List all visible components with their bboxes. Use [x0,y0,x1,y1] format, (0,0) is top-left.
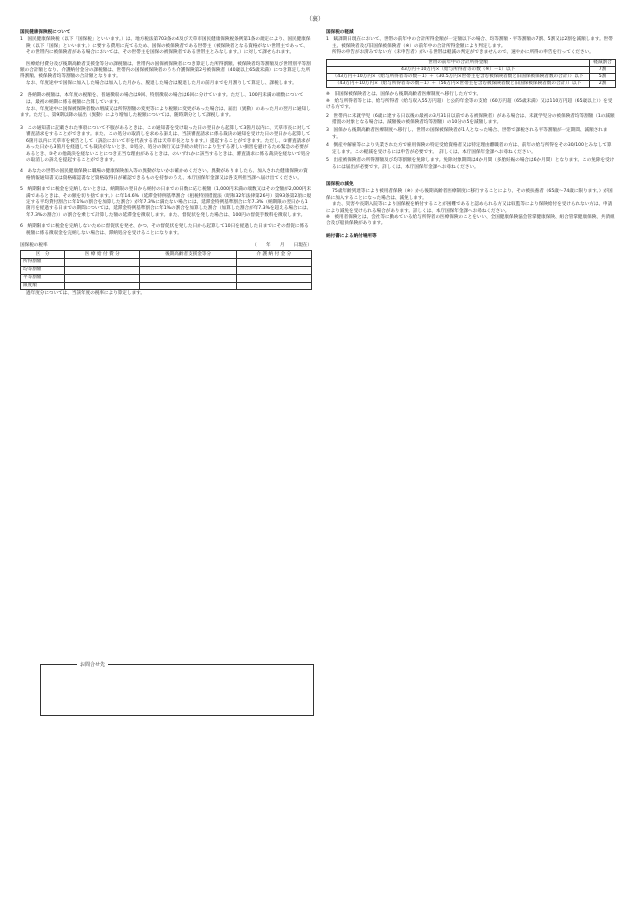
page-mark: （裏） [305,16,324,23]
reduction-note-1: ※ 旧国保被保険者とは、国保から後期高齢者医療制度へ移行した方です。 [326,92,482,98]
tax-item-4: 4 あなたの世帯の国民健康保険に職場の健康保険加入等の異動がないかお確かめください。異動がありましたら、加入された健康保険の資格情報通知書又は資格確認書など資格取得日が確認できるものを持参のうえ、本庁国保年金課又は各支所担当課へ届け出てください。 [20,169,308,181]
rate-row-label: 限度額 [21,282,65,290]
tax-item-1: 1 国民健康保険税（以下「国保税」といいます。）は、地方税法第703条の4及び天草市国民健康保険税条例第1条の規定により、国民健康保険（以下「国保」といいます。）に要する費用に充てるため、国保の被保険者である世帯主（被保険者となる資格がない世帯主であって、その世帯内に被保険者がある場合においては、その世帯主を国保の被保険者である世帯主とみなします。）に対して課せられます。 [20,37,311,56]
reduction-income: （43万円＋10万円×（給与所得者等の数－1）＋（56万円×世帯主を含む被保険者数と旧国保被保険者数の合計））以下 [327,81,590,88]
reduction-item-1-sub: 所得の申告がお済みでない方（未申告者）がいる世帯は軽減の判定ができませんので、速やかに所得の申告を行ってください。 [332,50,594,56]
tax-item-3: 3 この通知書に記載された事項について不服があるときは、この通知書を受け取った日の翌日から起算して3箇月以内に、天草市長に対して審査請求をすることができます。また、この処分の取消しを求める訴えは、当該審査請求に係る裁決の通知を受けた日の翌日から起算して6箇月以内に天草市を被告として（訴訟において市を代表する者は天草市長となります。）提起することができます。ただし、①審査請求があった日から3箇月を経過しても裁決がないとき、②処分、処分の執行又は手続の続行により生ずる著しい損害を避けるため緊急の必要があるとき、③その他裁決を経ないことにつき正当な理由があるときは、のいずれかに該当するときは、審査請求に係る裁決を経ないで処分の取消しの訴えを提起することができます。 [20,125,311,163]
right-column [326,30,616,241]
rate-title: 国保税の税率 [20,242,48,248]
rate-row-label: 所得割額 [21,259,65,267]
reduction-item-2: 2 世帯内に未就学児（6歳に達する日以後の最初の3月31日以前である被保険者）がある場合は、未就学児分の被保険者均等割額（1の減額措置の対象となる場合は、減額後の被保険者均等割額）の10分の5を減額します。 [326,113,615,126]
exemption-para-1: 75歳年齢到達等により被用者保険（※）から後期高齢者医療制度に移行することにより、その被扶養者（65歳～74歳に限ります。）が国保に加入することになった場合は、減免します。 [326,189,613,201]
left-column [20,30,312,298]
rate-title-row [20,243,312,249]
table-row [21,266,312,274]
rate-row-label: 均等割額 [21,266,65,274]
reduction-header-rate: 軽減割合 [590,59,616,66]
reduction-header-income: 世帯の前年中の合計所得金額 [327,59,590,66]
contact-label: お問合せ先 [77,661,108,668]
tax-item-6: 6 納期限までに税金を完納しないために督促状を発せ、かつ、その督促状を発した日から起算して10日を経過した日までにその督促に係る税額に係る徴収金を完納しない場合は、滞納処分を受けることになります。 [20,224,309,236]
table-row [21,259,312,267]
rate-header-care: 介 護 納 付 金 分 [236,251,311,259]
tax-item-5: 5 納期限までに税金を完納しないときは、納期限の翌日から納付の日までの日数に応じ税額（1,000円未満の端数又はその全額が2,000円未満であるときは、その額を切り捨てます。）に年14.6%（延滞金特例基準割合（租税特別措置法（昭和32年法律第26号）第93条第2項に規定する平均貸付割合に年1%の割合を加算した割合）が年7.3%に満たない場合には、延滞金特例基準割合に年7.3%（納期限の翌日から1箇月を経過する日までの期間については、延滞金特例基準割合に年1%の割合を加算した割合（加算した割合が年7.3%を超える場合には、年7.3%の割合））の割合を乗じて計算した額の延滞金を徴収します。また、督促状を発した場合は、100円の督促手数料を徴収します。 [20,187,312,218]
reduction-table-header [327,59,616,66]
tax-heading: 国民健康保険税について [20,30,71,35]
reduction-rate: 7割 [590,66,616,73]
table-row [327,66,616,73]
rate-table [20,250,312,290]
exemption-note: ※ 被用者保険とは、会社等に勤めている給与所得者の医療保険のことをいい、全国健康保険協会管掌健康保険、組合管掌健康保険、共済組合及び船員保険があります。 [326,214,615,227]
rate-table-header [21,251,312,259]
rate-header-medical: 医 療 給 付 費 分 [65,251,140,259]
exemption-para-2: また、災害や長期入院等により国保税を納付することが困難であると認められる方又は収監等により保険給付を受けられない方は、申請により減免を受けられる場合があります。詳しくは、本庁国保年金課へお尋ねください。 [326,202,613,214]
reduction-income: 43万円＋10万円×（給与所得者等の数（※）－1）以下 [327,66,590,73]
reduction-note-2: ※ 給与所得者等とは、給与所得者（給与収入55万円超）と公的年金等の支給（60万円超（65歳未満）又は110万円超（65歳以上））を受ける方です。 [326,98,613,111]
reduction-item-4: 4 倒産や解雇等により失業された方で雇用保険の特定受給資格者又は特定理由離職者の方は、前年の給与所得をその30/100とみなして算定します。この軽減を受けるには申告が必要です。 詳しくは、本庁国保年金課へお尋ねください。 [326,143,612,155]
reduction-table [326,59,616,89]
tax-item-1-sub-1: 医療給付費分及び後期高齢者支援金等分の課税額は、世帯内の国保被保険者につき算定した所得割額、被保険者均等割額及び世帯別平等割額の合計額となり、介護納付金分の課税額は、世帯内の国保被保険者のうち介護保険第2号被保険者（40歳以上65歳未満）につき算定した所得割額、被保険者均等割額の合計額となります。 [20,61,311,80]
payment-heading: 納付書による納付場所等 [326,233,377,239]
table-row [21,282,312,290]
rate-note: 過年度分については、当該年度の税率により算定します。 [26,291,145,297]
table-row [327,81,616,88]
contact-box [40,664,314,716]
reduction-income: （43万円＋10万円×（給与所得者等の数－1）＋（30.5万円×世帯主を含む被保険者数と旧国保被保険者数の合計））以下 [327,74,590,81]
reduction-rate: 2割 [590,81,616,88]
rate-date: （ 年 月 日現在） [252,242,312,248]
rate-row-label: 平等割額 [21,274,65,282]
tax-item-2-sub: なお、年度途中に国保被保険者数の増減又は所得割額の変更等により税額に変更があった場合は、届出（異動）のあった月の翌月に通知します。ただし、第9期以降の届出（異動）により増加した税額については、随時期分として課税します。 [20,107,311,119]
rate-header-category: 区 分 [21,251,65,259]
reduction-item-1: 1 賦課期日現在において、世帯の前年中の合計所得金額が一定額以下の場合、均等割額・平等割額の7割、5割又は2割を減額します。世帯主、被保険者及び旧国保被保険者（※）の前年中の合計所得金額により判定します。 [326,37,613,49]
rate-header-elderly: 後期高齢者支援金等分 [140,251,236,259]
reduction-item-3: 3 国保から後期高齢者医療制度へ移行し、世帯の国保被保険者が1人となった場合、世帯で課税される平等割額が一定期間、減額されます。 [326,128,608,140]
exemption-heading: 国保税の減免 [326,181,354,187]
reduction-heading: 国保税の軽減 [326,30,354,35]
table-row [327,74,616,81]
tax-item-2: 2 各納期の税額は、本年度の税額を、普通徴収の場合は9回、特別徴収の場合は6回に分けています。ただし、100円未満の端数については、最初の納期に係る税額に合算しています。 [20,93,304,105]
table-row [21,274,312,282]
tax-item-1-sub-2: なお、年度途中で国保に加入した場合は加入した月から、脱退した場合は脱退した月の前月までを月割りして算定し、課税します。 [26,80,297,86]
reduction-rate: 5割 [590,74,616,81]
reduction-item-5: 5 出産被保険者の所得割額及び均等割額を免除します。免除対象期間は4か月間（多胎妊娠の場合は6か月間）となります。この免除を受けるには届出が必要です。詳しくは、本庁国保年金課へお尋ねください。 [326,158,615,170]
